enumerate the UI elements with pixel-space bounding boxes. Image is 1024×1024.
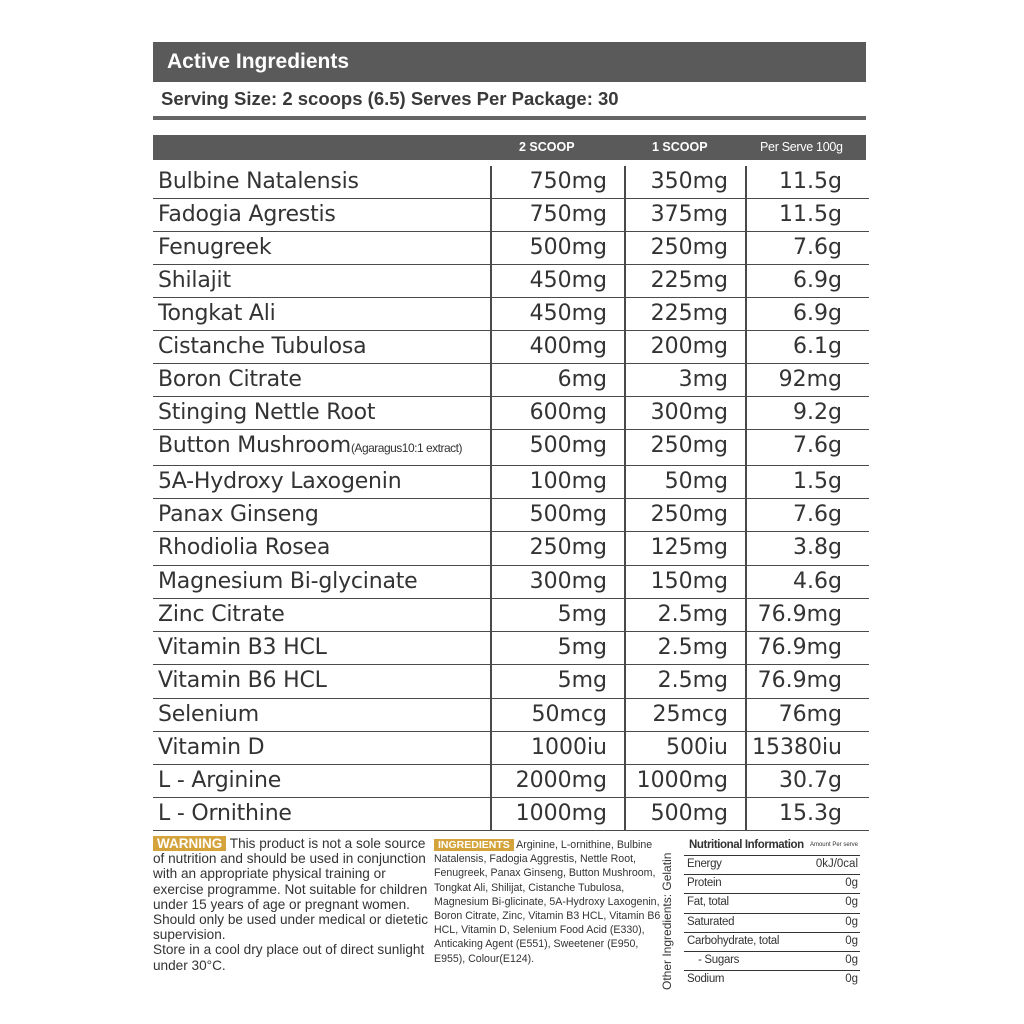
amount-2-scoop: 1000iu [530,735,607,760]
nutrition-row [684,933,860,952]
ingredient-name: Fenugreek [158,235,272,260]
column-header-1-scoop: 1 SCOOP [652,140,708,154]
nutrition-amount-label: Amount Per serve [809,842,858,848]
warning-badge: WARNING [153,836,226,851]
ingredient-name: Bulbine Natalensis [158,169,359,194]
amount-1-scoop: 3mg [678,367,728,392]
column-divider [745,532,747,565]
ingredient-name: Boron Citrate [158,367,302,392]
amount-1-scoop: 2.5mg [657,602,728,627]
amount-2-scoop: 50mcg [531,702,607,727]
column-divider [624,566,626,598]
nutrition-row [684,914,860,933]
column-divider [745,466,747,498]
amount-per-100g: 15380iu [751,735,842,760]
column-divider [490,765,492,797]
table-row [153,699,869,732]
amount-per-100g: 6.9g [793,268,842,293]
column-divider [490,532,492,565]
nutrient-label: Sodium [687,973,725,986]
column-divider [745,632,747,664]
amount-2-scoop: 500mg [529,235,607,260]
column-divider [490,199,492,231]
amount-per-100g: 4.6g [793,569,842,594]
table-row [153,265,869,298]
amount-per-100g: 15.3g [779,801,842,826]
amount-per-100g: 6.1g [793,334,842,359]
column-divider [490,499,492,531]
nutrient-value: 0g [845,915,858,928]
ingredient-name: Button Mushroom(Agaragus10:1 extract) [158,433,462,458]
other-ingredients: Other Ingredients: Gelatin [660,852,674,990]
nutrition-row [684,971,860,990]
column-divider [490,566,492,598]
amount-1-scoop: 300mg [650,400,728,425]
nutrition-row [684,894,860,913]
ingredient-name: Fadogia Agrestis [158,202,336,227]
amount-per-100g: 1.5g [793,469,842,494]
nutrient-value: 0g [845,877,858,890]
amount-1-scoop: 225mg [650,301,728,326]
column-divider [490,397,492,429]
amount-per-100g: 76.9mg [757,668,842,693]
column-divider [490,665,492,698]
nutrient-value: 0g [845,953,858,966]
column-header-per-100g: Per Serve 100g [760,140,843,154]
nutrition-header [684,838,860,856]
amount-2-scoop: 100mg [529,469,607,494]
table-row [153,232,869,265]
amount-2-scoop: 6mg [557,367,607,392]
amount-2-scoop: 500mg [529,502,607,527]
column-divider [624,765,626,797]
table-row [153,397,869,430]
column-divider [624,331,626,363]
table-row [153,632,869,665]
amount-per-100g: 7.6g [793,433,842,458]
table-row [153,466,869,499]
amount-per-100g: 30.7g [779,768,842,793]
amount-per-100g: 92mg [778,367,842,392]
column-divider [624,298,626,330]
column-divider [745,599,747,631]
amount-2-scoop: 5mg [557,668,607,693]
column-divider [490,166,492,198]
warning-text: This product is not a sole source of nutrition and should be used in conjunction with an appropriate physical training or exercise programme. Not suitable for children under 15 years of age or pregnant women. Should only be used under medical or dietetic supervision. [153,836,429,943]
column-divider [745,665,747,698]
amount-per-100g: 9.2g [793,400,842,425]
column-divider [745,430,747,465]
amount-2-scoop: 400mg [529,334,607,359]
ingredient-name: Vitamin B3 HCL [158,635,327,660]
ingredient-name: Zinc Citrate [158,602,285,627]
table-row [153,499,869,532]
column-divider [490,466,492,498]
serving-size: Serving Size: 2 scoops (6.5) Serves Per Package: 30 [161,88,619,109]
column-header-2-scoop: 2 SCOOP [519,140,575,154]
ingredients-block [434,838,662,966]
amount-1-scoop: 200mg [650,334,728,359]
nutrient-label: - Sugars [698,953,740,966]
amount-2-scoop: 750mg [529,202,607,227]
ingredient-name: Magnesium Bi-glycinate [158,569,418,594]
column-divider [490,699,492,731]
column-divider [624,532,626,565]
amount-per-100g: 7.6g [793,235,842,260]
amount-1-scoop: 50mg [664,469,728,494]
nutrient-label: Fat, total [687,896,729,909]
column-divider [745,364,747,396]
amount-1-scoop: 500mg [650,801,728,826]
table-row [153,166,869,199]
nutrient-value: 0kJ/0cal [815,858,858,870]
nutrient-label: Carbohydrate, total [687,934,780,947]
nutrition-row [684,875,860,894]
ingredient-name: L - Arginine [158,768,282,793]
column-divider [624,732,626,764]
column-divider [624,632,626,664]
amount-per-100g: 76.9mg [757,635,842,660]
amount-per-100g: 7.6g [793,502,842,527]
ingredient-name: 5A-Hydroxy Laxogenin [158,469,402,494]
column-divider [745,499,747,531]
amount-1-scoop: 150mg [650,569,728,594]
nutrient-label: Energy [687,858,722,870]
nutrient-value: 0g [845,934,858,947]
ingredient-name: Stinging Nettle Root [158,400,376,425]
table-row [153,331,869,364]
amount-1-scoop: 350mg [650,169,728,194]
column-divider [490,364,492,396]
column-divider [490,599,492,631]
nutrient-label: Saturated [687,915,735,928]
column-divider [490,331,492,363]
nutrient-label: Protein [687,877,722,890]
column-divider [490,798,492,830]
table-row [153,430,869,466]
ingredient-name: L - Ornithine [158,801,292,826]
column-divider [624,430,626,465]
column-divider [490,265,492,297]
warning-block [153,836,430,973]
column-divider [745,566,747,598]
amount-2-scoop: 450mg [529,301,607,326]
amount-2-scoop: 450mg [529,268,607,293]
amount-1-scoop: 125mg [650,535,728,560]
ingredients-text: Arginine, L-ornithine, Bulbine Natalensis, Fadogia Aggrestis, Nettle Root, Fenugreek, Panax Ginseng, Button Mushroom, Tongkat Ali, Shilijat, Cistanche Tubulosa, Magnesium Bi-glicinate, 5A-Hydroxy Laxogenin, Boron Citrate, Zinc, Vitamin B3 HCL, Vitamin B6 HCL, Vitamin D, Selenium Food Acid (E330), Anticaking Agent (E551), Sweetener (E950, E955), Colour(E124). [434,839,661,965]
table-row [153,532,869,566]
ingredient-name: Vitamin D [158,735,265,760]
table-row [153,732,869,765]
column-divider [745,232,747,264]
nutrition-panel [684,838,860,990]
column-divider [624,166,626,198]
ingredient-name: Selenium [158,702,259,727]
column-divider [624,397,626,429]
amount-per-100g: 76mg [778,702,842,727]
table-row [153,199,869,232]
column-divider [624,466,626,498]
column-divider [624,499,626,531]
column-divider [624,665,626,698]
column-divider [745,298,747,330]
column-divider [745,732,747,764]
amount-per-100g: 6.9g [793,301,842,326]
column-header-bar [153,135,866,160]
column-divider [490,732,492,764]
column-divider [624,798,626,830]
amount-2-scoop: 2000mg [515,768,607,793]
nutrition-title: Nutritional Information [689,839,804,851]
column-divider [745,765,747,797]
column-divider [624,599,626,631]
table-row [153,298,869,331]
column-divider [745,166,747,198]
ingredient-name: Panax Ginseng [158,502,319,527]
amount-1-scoop: 250mg [650,235,728,260]
amount-2-scoop: 300mg [529,569,607,594]
column-divider [624,265,626,297]
storage-text: Store in a cool dry place out of direct sunlight under 30°C. [153,942,425,973]
nutrition-row [684,952,860,971]
amount-1-scoop: 500iu [665,735,728,760]
table-row [153,798,869,831]
column-divider [624,699,626,731]
amount-1-scoop: 1000mg [636,768,728,793]
column-divider [624,199,626,231]
ingredient-note: (Agaragus10:1 extract) [350,441,462,455]
amount-1-scoop: 250mg [650,433,728,458]
column-divider [745,265,747,297]
table-row [153,765,869,798]
divider [153,116,866,120]
amount-per-100g: 11.5g [779,169,842,194]
table-row [153,566,869,599]
amount-1-scoop: 2.5mg [657,635,728,660]
ingredient-name: Cistanche Tubulosa [158,334,367,359]
nutrition-row [684,856,860,875]
amount-2-scoop: 1000mg [515,801,607,826]
ingredients-table [153,166,869,831]
amount-2-scoop: 750mg [529,169,607,194]
amount-2-scoop: 600mg [529,400,607,425]
amount-2-scoop: 5mg [557,635,607,660]
amount-1-scoop: 2.5mg [657,668,728,693]
column-divider [624,364,626,396]
nutrient-value: 0g [845,896,858,909]
ingredient-name: Vitamin B6 HCL [158,668,327,693]
ingredient-name: Rhodiolia Rosea [158,535,331,560]
ingredient-name: Shilajit [158,268,231,293]
nutrient-value: 0g [845,973,858,986]
column-divider [490,430,492,465]
column-divider [490,632,492,664]
amount-1-scoop: 225mg [650,268,728,293]
ingredient-name: Tongkat Ali [158,301,276,326]
column-divider [745,798,747,830]
table-row [153,599,869,632]
column-divider [745,199,747,231]
amount-1-scoop: 250mg [650,502,728,527]
amount-per-100g: 76.9mg [757,602,842,627]
ingredients-badge: INGREDIENTS [434,839,514,851]
amount-2-scoop: 5mg [557,602,607,627]
column-divider [745,699,747,731]
amount-1-scoop: 375mg [650,202,728,227]
column-divider [490,232,492,264]
amount-per-100g: 11.5g [779,202,842,227]
column-divider [745,397,747,429]
table-row [153,364,869,397]
section-title: Active Ingredients [153,42,866,82]
amount-1-scoop: 25mcg [652,702,728,727]
table-row [153,665,869,699]
amount-2-scoop: 500mg [529,433,607,458]
column-divider [490,298,492,330]
amount-2-scoop: 250mg [529,535,607,560]
column-divider [745,331,747,363]
column-divider [624,232,626,264]
amount-per-100g: 3.8g [793,535,842,560]
